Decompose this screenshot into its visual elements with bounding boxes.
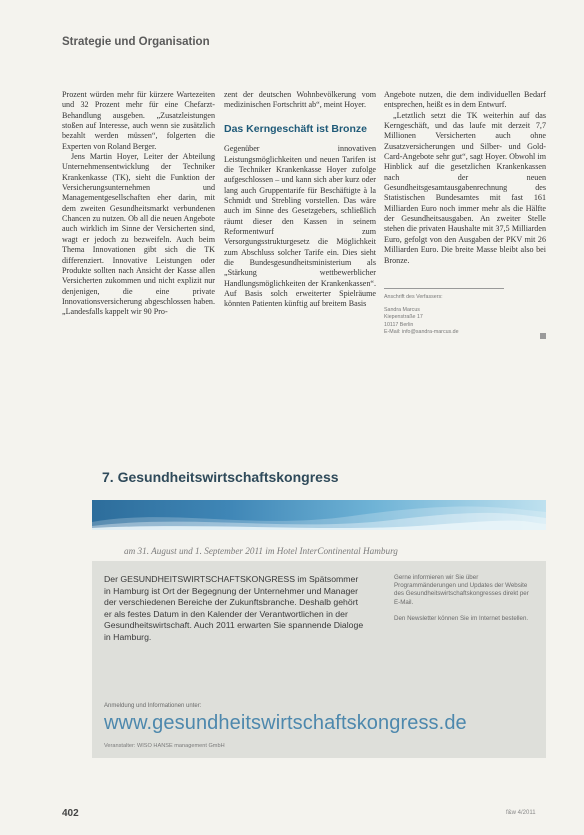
ad-info-box — [92, 561, 546, 758]
article-column-1 — [62, 90, 215, 318]
divider — [384, 288, 504, 289]
newsletter-order: Den Newsletter können Sie im Internet bestellen. — [394, 614, 529, 622]
congress-advertisement — [92, 463, 546, 758]
author-name: Sandra Marcus — [384, 307, 420, 314]
ad-title: 7. Gesundheitswirtschaftskongress — [102, 469, 339, 485]
organizer-note: Veranstalter: WISO HANSE management GmbH — [104, 743, 225, 749]
article-column-3 — [384, 90, 546, 339]
page-number: 402 — [62, 808, 79, 819]
end-mark-icon — [540, 333, 546, 339]
author-email: E-Mail: info@sandra-marcus.de — [384, 329, 546, 336]
newsletter-note: Gerne informieren wir Sie über Programmänderungen und Updates der Website des Gesundheitswirtschaftskongresses direkt per E-Mail. — [394, 574, 529, 606]
paragraph: „Letztlich setzt die TK weiterhin auf das Kerngeschäft, und das laufe mit derzeit 7,7 Millionen Versicherten auch ohne Zusatzversicherungen und Silber- und Gold-Card-Angebote sehr gut“, sagt Hoyer. Obwohl im Hinblick auf die gesetzlichen Krankenkassen nach der neuen Gesundheitsgesamtausgabenrechnung des Statistischen Bundesamtes mit fast 161 Milliarden Euro noch immer mehr als die Hälfte der Gesundheitsausgaben. An zweiter Stelle stehen die privaten Haushalte mit 37,5 Milliarden Euro, gefolgt von den Ausgaben der PKV mit 26 Milliarden Euro. Die breite Masse bleibt also bei Bronze. — [384, 110, 546, 265]
section-heading: Strategie und Organisation — [62, 36, 210, 48]
wave-banner — [92, 500, 546, 530]
paragraph: Prozent würden mehr für kürzere Wartezeiten und 32 Prozent mehr für eine Chefarzt-Behandlung ausgeben. „Zusatzleistungen stoßen auf Interesse, auch wenn sie zusätzlich bezahlt werden müssen“, folgerten die Experten von Roland Berger. — [62, 90, 215, 151]
ad-date: am 31. August und 1. September 2011 im Hotel InterContinental Hamburg — [124, 546, 398, 556]
article-column-2 — [224, 90, 376, 310]
ad-side-notes — [394, 574, 534, 631]
paragraph: Gegenüber innovativen Leistungsmöglichkeiten und neuen Tarifen ist die Techniker Krankenkasse Hoyer zufolge aufgeschlossen – und kann sich aber kurz oder lang auch Gruppentarife für Beschäftigte à la Schmidt und Strebling vorstellen. Das wäre auch im Sinne des Gesetzgebers, schließlich räumt dieser den Kassen in seinem Reformentwurf zum Versorgungsstrukturgesetz die Möglichkeit zum Abschluss solcher Tarife ein. Dies sieht die Bundesgesundheitsministerium als „Stärkung wettbewerblicher Handlungsmöglichkeiten der Krankenkassen“. Auf Basis solch erweiterter Spielräume könnten Patienten künftig auf breitem Basis — [224, 144, 376, 309]
paragraph: Angebote nutzen, die dem individuellen Bedarf entsprechen, heißt es in dem Entwurf. — [384, 90, 546, 110]
registration-note: Anmeldung und Informationen unter: — [104, 703, 202, 709]
paragraph: zent der deutschen Wohnbevölkerung vom medizinischen Fortschritt ab“, meint Hoyer. — [224, 90, 376, 110]
author-city: 10117 Berlin — [384, 321, 414, 328]
author-street: Kiepenstraße 17 — [384, 314, 423, 321]
author-address — [384, 294, 546, 336]
issue-label: f&w 4/2011 — [506, 810, 536, 816]
author-label: Anschrift des Verfassers: — [384, 293, 443, 300]
article-subheading: Das Kerngeschäft ist Bronze — [224, 122, 367, 135]
ad-body-text: Der GESUNDHEITSWIRTSCHAFTSKONGRESS im Spätsommer in Hamburg ist Ort der Begegnung der Unternehmer und Manager der verschiedenen Bereiche der Zukunftsbranche. Deshalb gehört er als festes Datum in den Kalender der Verantwortlichen in der Gesundheitswirtschaft. Auch 2011 erwarten Sie spannende Dialoge in Hamburg. — [104, 574, 364, 642]
congress-website-link[interactable]: www.gesundheitswirtschaftskongress.de — [104, 712, 467, 734]
paragraph: Jens Martin Hoyer, Leiter der Abteilung Unternehmensentwicklung der Techniker Krankenkasse (TK), sieht die Funktion der Versicherungsunternehmen und Managementgesellschaften eher darin, mit dem zweiten Gesundheitsmarkt verbundenen Chancen zu nutzen. Ob all die neuen Angebote auch wirklich im Sinne der Versicherten sind, wagt er jedoch zu bezweifeln. Auch beim Thema Innovationen gibt sich die TK differenziert. Innovative Leistungen oder Produkte sollten nach Ansicht der Kasse allen Versicherten zukommen und nicht explizit nur denjenigen, die eine private Innovationsversicherung abgeschlossen haben. „Landesfalls kappelt wir 90 Pro- — [62, 152, 215, 317]
wave-graphic-icon — [92, 500, 546, 530]
